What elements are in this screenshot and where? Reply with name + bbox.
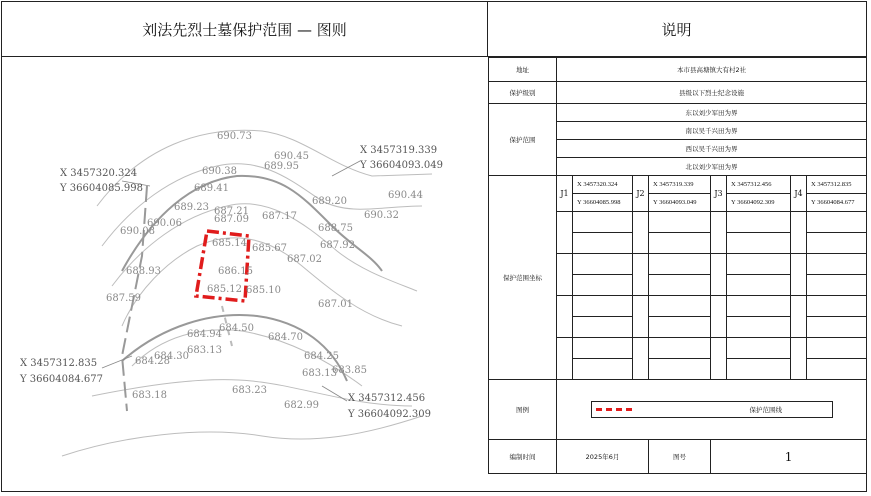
- contour-elevation-label: 687.59: [106, 293, 141, 304]
- contour-elevation-label: 689.20: [312, 196, 347, 207]
- topo-map: [2, 56, 487, 492]
- scope-north: 北以刘少军田为界: [557, 158, 867, 176]
- contour-elevation-label: 688.93: [126, 266, 161, 277]
- corner-label-x: X 3457312.835: [20, 358, 98, 369]
- corner-label-y: Y 36604092.309: [348, 409, 431, 420]
- point-id: J4: [791, 176, 807, 212]
- notes-title: 说明: [487, 2, 866, 57]
- point-x: X 3457312.835: [807, 176, 867, 194]
- boundary-line-swatch: [596, 408, 632, 411]
- point-y: Y 36604084.677: [807, 194, 867, 212]
- point-id: J2: [633, 176, 649, 212]
- contour-elevation-label: 683.13: [302, 368, 337, 379]
- contour-elevation-label: 685.14: [212, 238, 247, 249]
- contour-elevation-label: 684.50: [219, 323, 254, 334]
- drawing-frame: [1, 1, 867, 492]
- contour-elevation-label: 683.85: [332, 365, 367, 376]
- contour-elevation-label: 683.18: [132, 390, 167, 401]
- corner-label-y: Y 36604093.049: [360, 160, 443, 171]
- site-label: 地址: [489, 58, 557, 82]
- contour-elevation-label: 690.38: [202, 166, 237, 177]
- date-value: 2025年6月: [557, 440, 649, 474]
- contour-elevation-label: 684.94: [187, 329, 222, 340]
- contour-elevation-label: 690.32: [364, 210, 399, 221]
- contour-elevation-label: 690.08: [120, 226, 155, 237]
- contour-elevation-label: 687.17: [262, 211, 297, 222]
- point-id: J3: [711, 176, 727, 212]
- coords-label: 保护范围坐标: [489, 176, 557, 380]
- contour-elevation-label: 688.75: [318, 223, 353, 234]
- corner-label-x: X 3457320.324: [60, 168, 138, 179]
- scope-east: 东以刘少军田为界: [557, 104, 867, 122]
- point-x: X 3457319.339: [649, 176, 711, 194]
- legend-box: [591, 401, 833, 418]
- contour-elevation-label: 687.02: [287, 254, 322, 265]
- contour-elevation-label: 683.23: [232, 385, 267, 396]
- contour-elevation-label: 689.23: [174, 202, 209, 213]
- contour-elevation-label: 690.44: [388, 190, 423, 201]
- point-id: J1: [557, 176, 573, 212]
- contour-line: [62, 416, 422, 456]
- date-label: 编制时间: [489, 440, 557, 474]
- scope-label: 保护范围: [489, 104, 557, 176]
- contour-elevation-label: 687.92: [320, 240, 355, 251]
- contour-elevation-label: 687.09: [214, 214, 249, 225]
- legend-label: 图例: [489, 380, 557, 440]
- leader-line: [322, 386, 347, 401]
- site-value: 本市县高塘镇大有村2社: [557, 58, 867, 82]
- level-label: 保护级别: [489, 82, 557, 104]
- contour-elevation-label: 685.12: [207, 284, 242, 295]
- sheet-value: 1: [711, 440, 867, 474]
- corner-label-x: X 3457312.456: [348, 393, 426, 404]
- contour-elevation-label: 687.21: [214, 206, 249, 217]
- contour-elevation-label: 690.45: [274, 151, 309, 162]
- contour-elevation-label: 684.28: [135, 356, 170, 367]
- contour-elevation-label: 683.13: [187, 345, 222, 356]
- point-x: X 3457312.456: [727, 176, 791, 194]
- point-y: Y 36604093.049: [649, 194, 711, 212]
- map-title: 刘法先烈士墓保护范围 — 图则: [2, 2, 488, 57]
- notes-table: [488, 57, 867, 474]
- contour-map-svg: [2, 56, 487, 492]
- contour-elevation-label: 687.01: [318, 299, 353, 310]
- contour-elevation-label: 682.99: [284, 400, 319, 411]
- level-value: 县级以下烈士纪念设施: [557, 82, 867, 104]
- corner-label-y: Y 36604084.677: [20, 374, 103, 385]
- corner-label-x: X 3457319.339: [360, 145, 438, 156]
- corner-label-y: Y 36604085.998: [60, 183, 143, 194]
- legend-text: 保护范围线: [749, 406, 782, 414]
- scope-south: 南以吴千兴田为界: [557, 122, 867, 140]
- contour-elevation-label: 689.95: [264, 161, 299, 172]
- contour-elevation-label: 685.67: [252, 243, 287, 254]
- contour-elevation-label: 686.15: [218, 266, 253, 277]
- sheet-label: 图号: [649, 440, 711, 474]
- leader-line: [102, 356, 132, 368]
- contour-elevation-label: 684.30: [154, 351, 189, 362]
- point-y: Y 36604092.309: [727, 194, 791, 212]
- contour-elevation-label: 689.41: [194, 183, 229, 194]
- contour-elevation-label: 690.73: [217, 131, 252, 142]
- contour-elevation-label: 684.70: [268, 332, 303, 343]
- point-x: X 3457320.324: [573, 176, 633, 194]
- contour-elevation-label: 684.25: [304, 351, 339, 362]
- point-y: Y 36604085.998: [573, 194, 633, 212]
- contour-elevation-label: 690.06: [147, 218, 182, 229]
- scope-west: 西以吴千兴田为界: [557, 140, 867, 158]
- leader-line: [332, 161, 360, 176]
- contour-elevation-label: 685.10: [246, 285, 281, 296]
